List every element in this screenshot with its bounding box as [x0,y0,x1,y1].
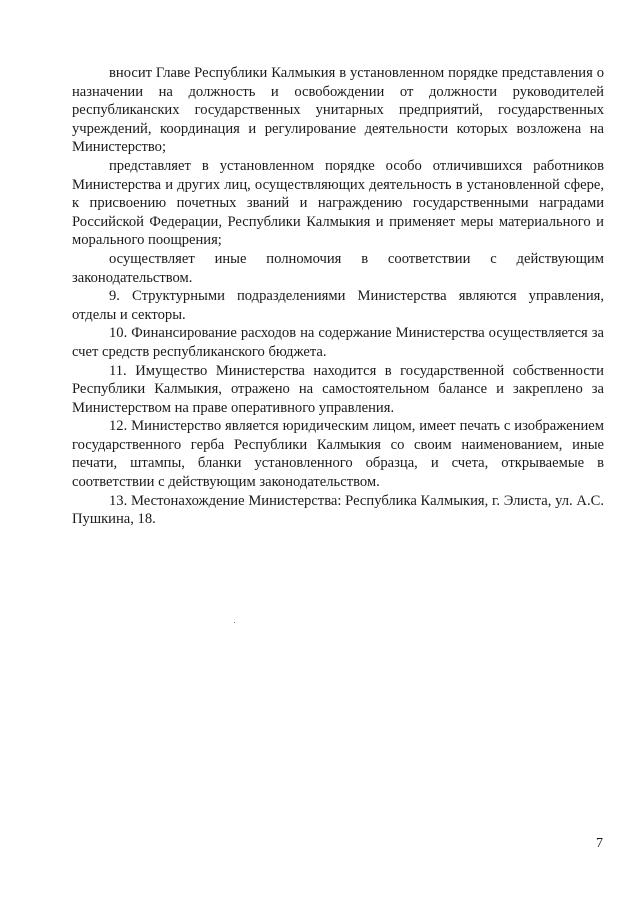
paragraph-submits-proposals: вносит Главе Республики Калмыкия в установленном порядке представления о назначении на должность и освобождении от должности руководителей республиканских государственных унитарных предприятий, государственных учреждений, координация и регулирование деятельности которых возложена на Министерство; [72,65,604,156]
paragraph-10-financing: 10. Финансирование расходов на содержание Министерства осуществляется за счет средств республиканского бюджета. [72,325,604,360]
scan-speck [234,622,235,623]
paragraph-12-legal-entity: 12. Министерство является юридическим лицом, имеет печать с изображением государственного герба Республики Калмыкия со своим наименованием, иные печати, штампы, бланки установленного образца, и счета, открываемые в соответствии с действующим законодательством. [72,418,604,491]
paragraph-9-structure: 9. Структурными подразделениями Министерства являются управления, отделы и секторы. [72,288,604,323]
document-body [72,64,604,529]
paragraph-13-location: 13. Местонахождение Министерства: Республика Калмыкия, г. Элиста, ул. А.С. Пушкина, 18. [72,492,604,528]
paragraph-other-powers: осуществляет иные полномочия в соответствии с действующим законодательством. [72,250,604,286]
page-number: 7 [596,836,603,851]
paragraph-11-property: 11. Имущество Министерства находится в государственной собственности Республики Калмыкия, отражено на самостоятельном балансе и закреплено за Министерством на праве оперативного управления. [72,362,604,416]
paragraph-awards-nomination: представляет в установленном порядке особо отличившихся работников Министерства и других лиц, осуществляющих деятельность в установленной сфере, к присвоению почетных званий и награждению государственными наградами Российской Федерации, Республики Калмыкия и применяет меры материального и морального поощрения; [72,157,604,249]
